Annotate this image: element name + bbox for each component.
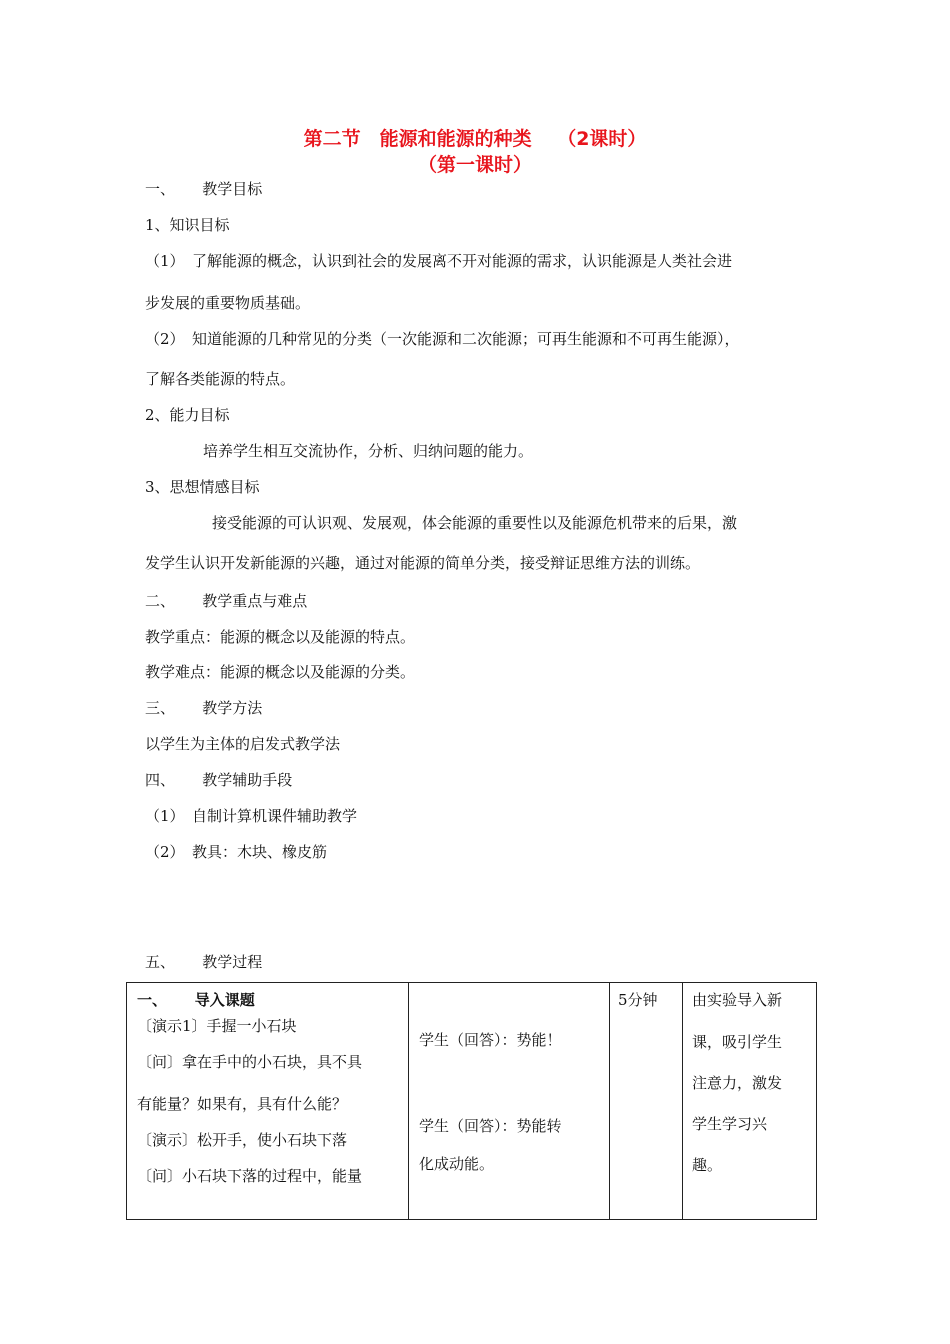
ability-goal-text: 培养学生相互交流协作，分析、归纳问题的能力。 xyxy=(203,442,534,460)
teaching-difficulty: 教学难点：能源的概念以及能源的分类。 xyxy=(145,663,416,681)
purpose-line: 注意力，激发 xyxy=(692,1074,783,1092)
knowledge-goal-1-line2: 步发展的重要物质基础。 xyxy=(145,294,311,312)
emotion-goal-line2: 发学生认识开发新能源的兴趣，通过对能源的简单分类，接受辩证思维方法的训练。 xyxy=(145,554,701,572)
document-subtitle: （第一课时） xyxy=(417,154,532,176)
time-allocation: 5分钟 xyxy=(618,991,658,1009)
ability-goal-heading: 2、能力目标 xyxy=(145,406,230,424)
student-answer-1: 学生（回答）：势能！ xyxy=(419,1031,562,1049)
activity-line: 有能量？如果有，具有什么能？ xyxy=(137,1095,348,1113)
teaching-aid-2: （2） 教具：木块、橡皮筋 xyxy=(145,843,328,861)
activity-line: 〔问〕小石块下落的过程中，能量 xyxy=(137,1167,363,1185)
teaching-method: 以学生为主体的启发式教学法 xyxy=(145,735,341,753)
purpose-line: 趣。 xyxy=(692,1156,723,1174)
emotion-goal-line1: 接受能源的可认识观、发展观，体会能源的重要性以及能源危机带来的后果，激 xyxy=(212,514,738,532)
activity-line: 〔演示〕松开手，使小石块下落 xyxy=(137,1131,348,1149)
section-3-heading: 三、 教学方法 xyxy=(145,699,263,717)
activity-cell xyxy=(127,983,409,1220)
activity-line: 〔演示1〕手握一小石块 xyxy=(137,1017,297,1035)
table-row xyxy=(127,983,817,1220)
student-answer-2-line2: 化成动能。 xyxy=(419,1155,495,1173)
knowledge-goal-2-line1: （2） 知道能源的几种常见的分类（一次能源和二次能源；可再生能源和不可再生能源）， xyxy=(145,330,740,348)
section-5-heading: 五、 教学过程 xyxy=(145,953,263,971)
activity-heading: 一、 导入课题 xyxy=(137,991,255,1009)
document-title: 第二节 能源和能源的种类 （2课时） xyxy=(303,128,647,150)
time-cell xyxy=(610,983,683,1220)
section-2-heading: 二、 教学重点与难点 xyxy=(145,592,308,610)
student-answer-2-line1: 学生（回答）：势能转 xyxy=(419,1117,562,1135)
purpose-line: 课，吸引学生 xyxy=(692,1033,783,1051)
knowledge-goal-1-line1: （1） 了解能源的概念，认识到社会的发展离不开对能源的需求，认识能源是人类社会进 xyxy=(145,252,733,270)
student-response-cell xyxy=(409,983,610,1220)
knowledge-goal-2-line2: 了解各类能源的特点。 xyxy=(145,370,296,388)
teaching-process-table xyxy=(126,982,817,1220)
section-1-heading: 一、 教学目标 xyxy=(145,180,263,198)
emotion-goal-heading: 3、思想情感目标 xyxy=(145,478,260,496)
purpose-line: 学生学习兴 xyxy=(692,1115,768,1133)
purpose-cell xyxy=(683,983,817,1220)
knowledge-goal-heading: 1、知识目标 xyxy=(145,216,230,234)
section-4-heading: 四、 教学辅助手段 xyxy=(145,771,293,789)
teaching-key-point: 教学重点：能源的概念以及能源的特点。 xyxy=(145,628,416,646)
teaching-aid-1: （1） 自制计算机课件辅助教学 xyxy=(145,807,358,825)
purpose-line: 由实验导入新 xyxy=(692,991,783,1009)
activity-line: 〔问〕拿在手中的小石块，具不具 xyxy=(137,1053,363,1071)
